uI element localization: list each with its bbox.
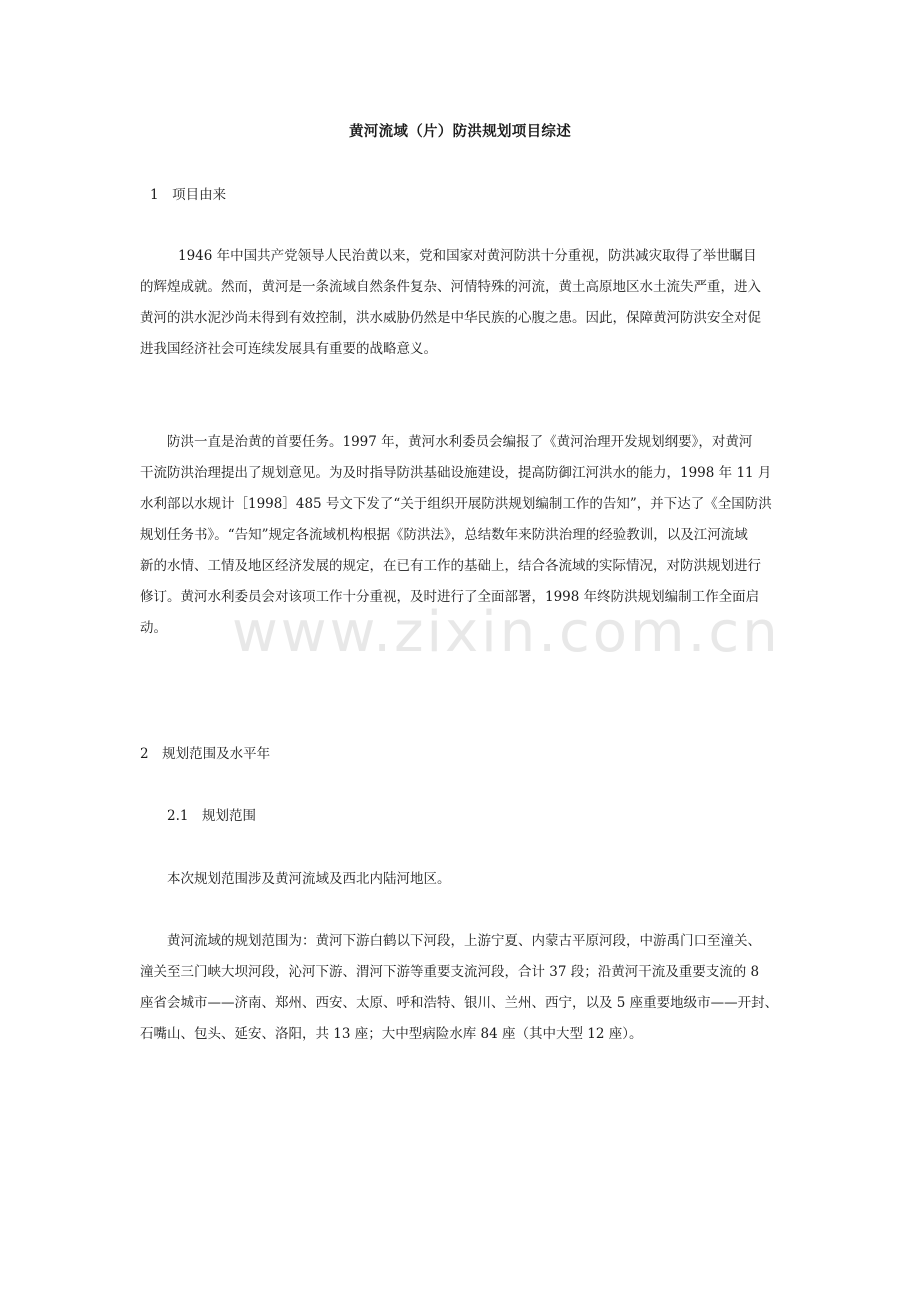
section-1-paragraph-2 [140, 427, 782, 644]
section-2-1-heading: 2.1 规划范围 [167, 808, 256, 824]
paragraph-line: 防洪一直是治黄的首要任务。1997 年，黄河水利委员会编报了《黄河治理开发规划纲要》，对黄河 [167, 434, 753, 450]
paragraph-line: 石嘴山、包头、延安、洛阳，共 13 座；大中型病险水库 84 座（其中大型 12 座）。 [140, 1026, 643, 1042]
paragraph-line: 动。 [140, 620, 167, 636]
paragraph-line: 的辉煌成就。然而，黄河是一条流域自然条件复杂、河情特殊的河流，黄土高原地区水土流失严重，进入 [140, 279, 761, 295]
document-title: 黄河流域（片）防洪规划项目综述 [349, 123, 571, 140]
paragraph-line: 黄河流域的规划范围为：黄河下游白鹤以下河段，上游宁夏、内蒙古平原河段，中游禹门口至潼关、 [167, 933, 761, 949]
section-1-heading: 1 项目由来 [150, 187, 227, 203]
section-1-paragraph-1 [140, 241, 782, 365]
paragraph-line: 1946 年中国共产党领导人民治黄以来，党和国家对黄河防洪十分重视，防洪减灾取得了举世瞩目 [178, 248, 757, 264]
section-2-heading: 2 规划范围及水平年 [140, 746, 271, 762]
paragraph-line: 规划任务书》。“告知”规定各流域机构根据《防洪法》，总结数年来防洪治理的经验教训，以及江河流域 [140, 527, 748, 543]
paragraph-line: 修订。黄河水利委员会对该项工作十分重视，及时进行了全面部署，1998 年终防洪规划编制工作全面启 [140, 589, 760, 605]
paragraph-line: 座省会城市——济南、郑州、西安、太原、呼和浩特、银川、兰州、西宁，以及 5 座重要地级市——开封、 [140, 995, 779, 1011]
watermark: www.zixin.com.cn [232, 600, 781, 665]
paragraph-line: 进我国经济社会可连续发展具有重要的战略意义。 [140, 341, 437, 357]
paragraph-line: 新的水情、工情及地区经济发展的规定，在已有工作的基础上，结合各流域的实际情况，对防洪规划进行 [140, 558, 761, 574]
paragraph-line: 干流防洪治理提出了规划意见。为及时指导防洪基础设施建设，提高防御江河洪水的能力，1998 年 11 月 [140, 465, 772, 481]
paragraph-line: 黄河的洪水泥沙尚未得到有效控制，洪水威胁仍然是中华民族的心腹之患。因此，保障黄河防洪安全对促 [140, 310, 761, 326]
paragraph-line: 本次规划范围涉及黄河流域及西北内陆河地区。 [167, 871, 451, 887]
section-2-paragraph-2 [140, 926, 782, 1050]
paragraph-line: 水利部以水规计［1998］485 号文下发了“关于组织开展防洪规划编制工作的告知”，并下达了《全国防洪 [140, 496, 772, 512]
paragraph-line: 潼关至三门峡大坝河段，沁河下游、渭河下游等重要支流河段，合计 37 段；沿黄河干流及重要支流的 8 [140, 964, 760, 980]
section-2-paragraph-1 [140, 864, 782, 895]
